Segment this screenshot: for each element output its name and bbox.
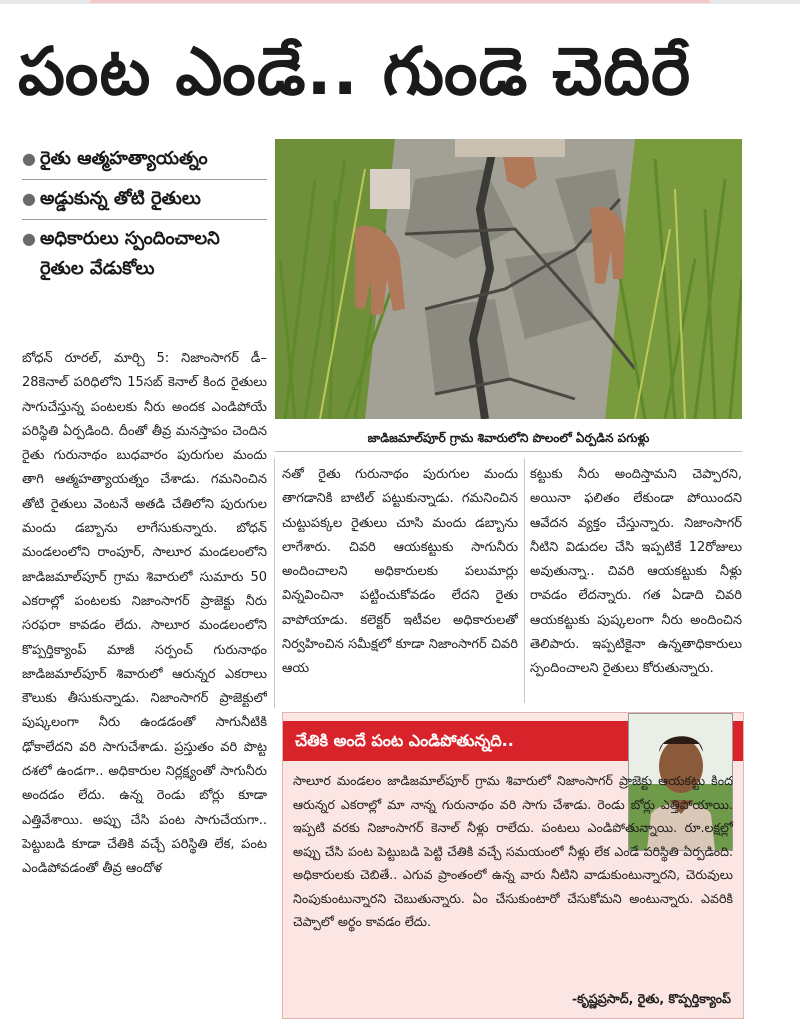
bullet-dot-icon: ● — [22, 149, 36, 168]
article-column-1: బోధన్ రూరల్, మార్చి 5: నిజాంసాగర్ డీ–28కెనాల్ పరిధిలోని 15సబ్ కెనాల్ కింద రైతులు సాగుచేస్తున్న పంటలకు నీరు అందక ఎండిపోయే పరిస్థితి ఏర్పడింది. దీంతో తీవ్ర మనస్తాపం చెందిన రైతు గురునాథం బుధవారం పురుగుల మందు తాగి ఆత్మహత్యాయత్నం చేశాడు. గమనించిన తోటి రైతులు వెంటనే అతడి చేతిలోని పురుగుల మందు డబ్బాను లాగేసుకున్నారు. బోధన్ మండలంలోని రాంపూర్, సాలూర మండలంలోని జాడిజమాల్‌పూర్ గ్రామ శివారులో సుమారు 50 ఎకరాల్లో పంటలకు నిజాంసాగర్ ప్రాజెక్టు నీరు సరఫరా కావడం లేదు. సాలూర మండలంలోని కొప్పర్తిక్యాంప్ మాజీ సర్పంచ్ గురునాథం జాడిజమాల్‌పూర్ శివారులో ఆరున్నర ఎకరాలు కౌలుకు తీసుకున్నాడు. నిజాంసాగర్ ప్రాజెక్టులో పుష్కలంగా నీరు ఉండడంతో సాగునీటికి ఢోకాలేదని వరి సాగుచేశాడు. ప్రస్తుతం వరి పొట్ట దశలో ఉండగా.. అధికారుల నిర్లక్ష్యంతో సాగునీరు అందడం లేదు. ఉన్న రెండు బోర్లు కూడా ఎత్తివేశాయి. అప్పు చేసి పంట సాగుచేయగా.. పెట్టుబడి కూడా చేతికి వచ్చే పరిస్థితి లేక, పంట ఎండిపోవడంతో తీవ్ర ఆందోళ — [22, 351, 267, 877]
bullet-dot-icon: ● — [22, 229, 36, 248]
quote-banner: చేతికి అందే పంట ఎండిపోతున్నది.. — [283, 721, 743, 761]
quote-text: సాలూర మండలం జాడిజమాల్‌పూర్ గ్రామ శివారులో నిజాంసాగర్ ప్రాజెక్టు ఆయకట్టు కింద ఆరున్నర ఎకరాల్లో మా నాన్న గురునాథం వరి సాగు చేశాడు. రెండు బోర్లు ఎత్తిపోయాయి. ఇప్పటి వరకు నిజాంసాగర్ కెనాల్ నీళ్లు రాలేదు. పంటలు ఎండిపోతున్నాయి. రూ.లక్షల్లో అప్పు చేసి పంట పెట్టుబడి పెట్టి చేతికి వచ్చే సమయంలో నీళ్లు లేక ఎండే పరిస్థితి ఏర్పడింది. అధికారులకు చెబితే.. ఎగువ ప్రాంతంలో ఉన్న వారు నీటిని వాడుకుంటున్నారని, చెరువులు నింపుకుంటున్నారని చెబుతున్నారు. ఏం చేసుకుంటారో చేసుకోమని అంటున్నారు. ఎవరికి చెప్పాలో అర్థం కావడం లేదు. — [293, 773, 733, 929]
article-column-3: కట్టుకు నీరు అందిస్తామని చెప్పారని, అయినా ఫలితం లేకుండా పోయిందని ఆవేదన వ్యక్తం చేస్తున్నారు. నిజాంసాగర్ నీటిని విడుదల చేసి ఇప్పటికే 12రోజులు అవుతున్నా.. చివరి ఆయకట్టుకు నీళ్లు రావడం లేదన్నారు. గత ఏడాది చివరి ఆయకట్టుకు పుష్కలంగా నీరు అందించిన తెలిపారు. ఇప్పటికైనా ఉన్నతాధికారులు స్పందించాలని రైతులు కోరుతున్నారు. — [530, 467, 742, 677]
cracked-field-photo — [275, 139, 742, 419]
headline: పంట ఎండే.. గుండె చెదిరే — [18, 33, 692, 110]
bullet-text: అధికారులు స్పందించాలని రైతుల వేడుకోలు — [40, 228, 220, 279]
bullet-list — [22, 140, 267, 289]
article-column-2: నతో రైతు గురునాథం పురుగుల మందు తాగడానికి బాటిల్ పట్టుకున్నాడు. గమనించిన చుట్టుపక్కల రైతులు చూసి మందు డబ్బాను లాగేశారు. చివరి ఆయకట్టుకు సాగునీరు అందించాలని అధికారులకు పలుమార్లు విన్నవించినా పట్టించుకోవడం లేదని రైతు వాపోయాడు. కలెక్టర్ ఇటీవల అధికారులతో నిర్వహించిన సమీక్షలో కూడా నిజాంసాగర్ చివరి ఆయ — [282, 467, 518, 677]
bullet-item — [22, 220, 267, 289]
bullet-item — [22, 140, 267, 180]
quote-signature: -కృష్ణప్రసాద్, రైతు, కొప్పర్తిక్యాంప్ — [571, 991, 731, 1006]
top-border-accent — [90, 0, 710, 3]
column-divider — [274, 458, 275, 708]
bullet-item — [22, 180, 267, 220]
cracked-field-illustration — [275, 139, 742, 419]
photo-caption: జాడిజమాల్‌పూర్ గ్రామ శివారులోని పొలంలో ఏర్పడిన పగుళ్లు — [275, 425, 742, 452]
bullet-text: అడ్డుకున్న తోటి రైతులు — [40, 188, 201, 209]
bullet-dot-icon: ● — [22, 189, 36, 208]
farmer-quote-box — [282, 712, 744, 1019]
column-divider — [524, 458, 525, 703]
bullet-text: రైతు ఆత్మహత్యాయత్నం — [40, 148, 208, 169]
